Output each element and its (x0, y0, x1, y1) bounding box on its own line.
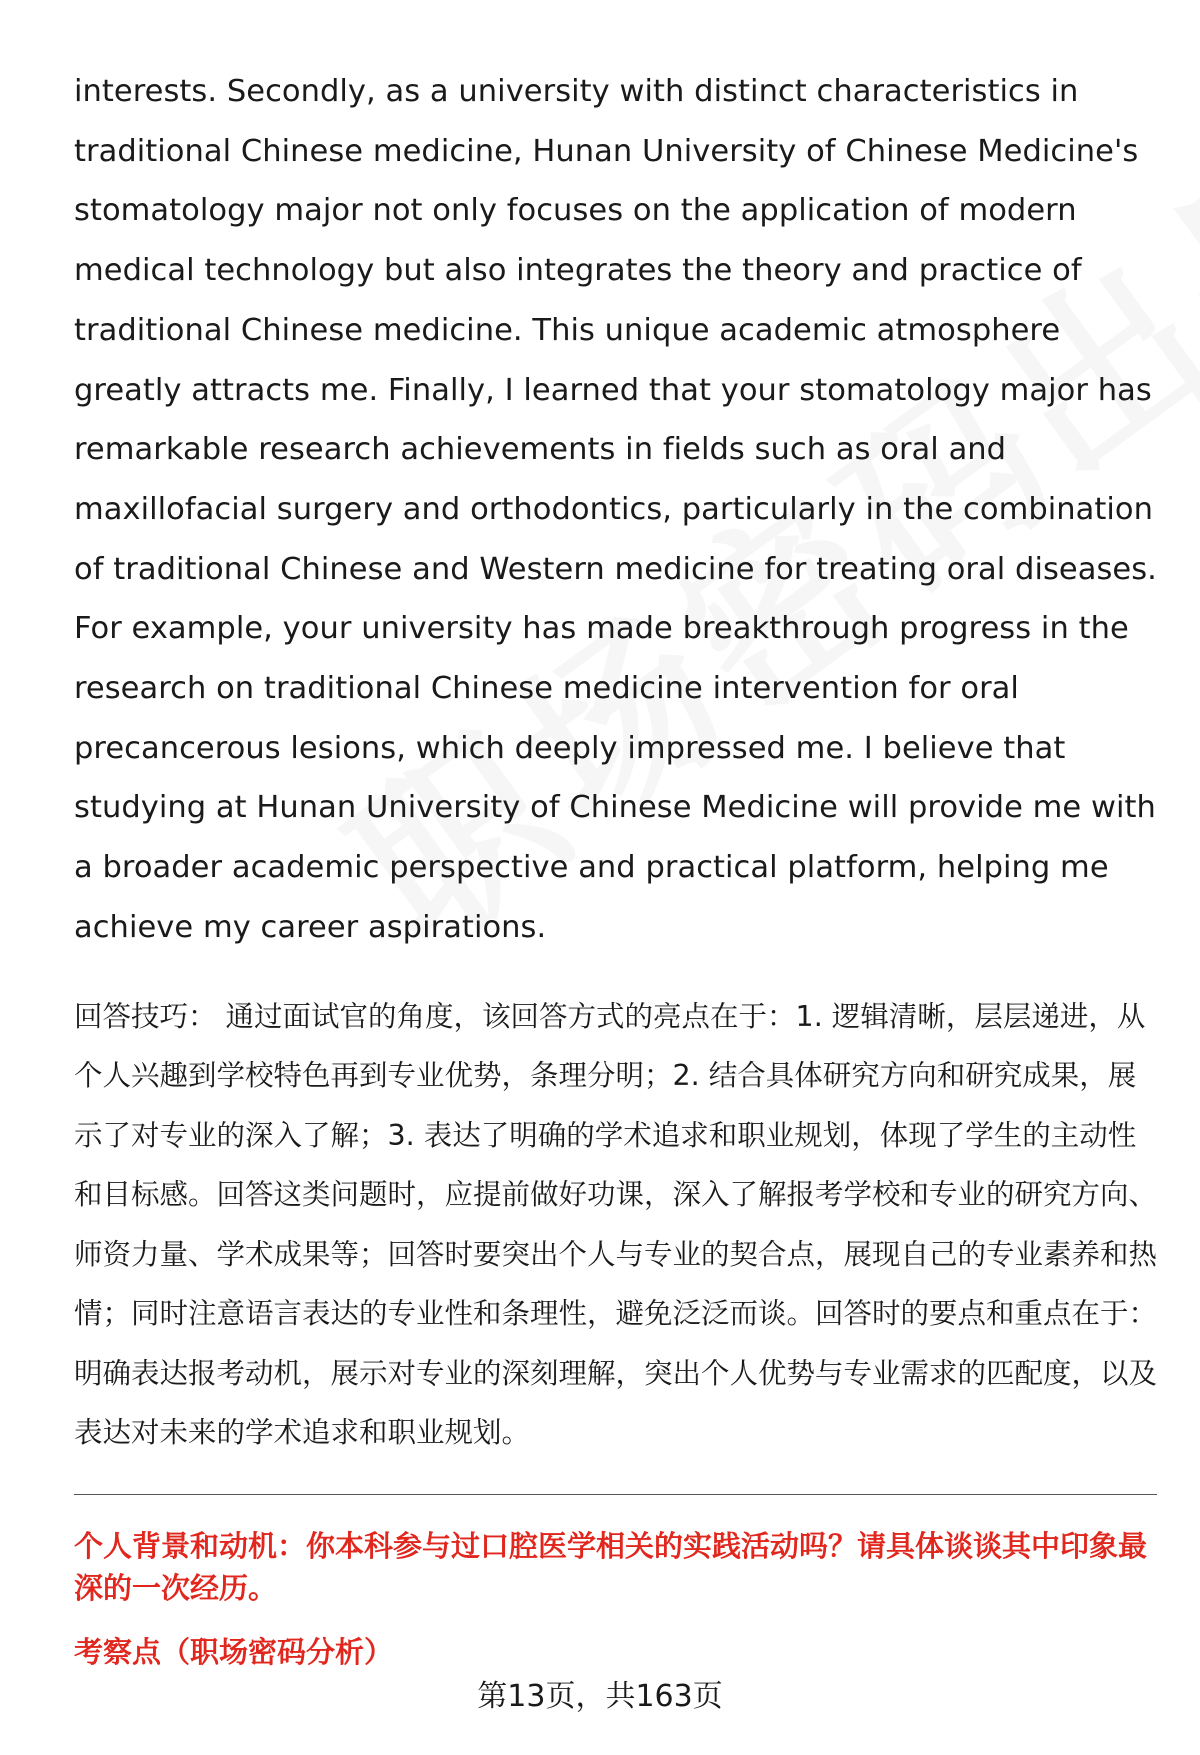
answer-tips-paragraph: 回答技巧： 通过面试官的角度，该回答方式的亮点在于：1. 逻辑清晰，层层递进，从个人兴趣到学校特色再到专业优势，条理分明；2. 结合具体研究方向和研究成果，展示了对专业的深入了解；3. 表达了明确的学术追求和职业规划，体现了学生的主动性和目标感。回答这类问题时，应提前做好功课，深入了解报考学校和专业的研究方向、师资力量、学术成果等；回答时要突出个人与专业的契合点，展现自己的专业素养和热情；同时注意语言表达的专业性和条理性，避免泛泛而谈。回答时的要点和重点在于：明确表达报考动机，展示对专业的深刻理解，突出个人优势与专业需求的匹配度，以及表达对未来的学术追求和职业规划。 (74, 999, 1158, 1450)
answer-paragraph: interests. Secondly, as a university with distinct characteristics in traditional Chinese medicine, Hunan University of Chinese Medicine's stomatology major not only focuses on the application of modern medical technology but also integrates the theory and practice of traditional Chinese medicine. This unique academic atmosphere greatly attracts me. Finally, I learned that your stomatology major has remarkable research achievements in fields such as oral and maxillofacial surgery and orthodontics, particularly in the combination of traditional Chinese and Western medicine for treating oral diseases. For example, your university has made breakthrough progress in the research on traditional Chinese medicine intervention for oral precancerous lesions, which deeply impressed me. I believe that studying at Hunan University of Chinese Medicine will provide me with a broader academic perspective and practical platform, helping me achieve my career aspirations. (74, 74, 1157, 945)
analysis-section-label: 考察点（职场密码分析） (74, 1634, 394, 1669)
page-content (74, 62, 1164, 1673)
section-divider (74, 1494, 1157, 1495)
page-number-footer: 第13页，共163页 (477, 1679, 723, 1714)
interview-question-heading: 个人背景和动机：你本科参与过口腔医学相关的实践活动吗？请具体谈谈其中印象最深的一次经历。 (74, 1528, 1148, 1605)
